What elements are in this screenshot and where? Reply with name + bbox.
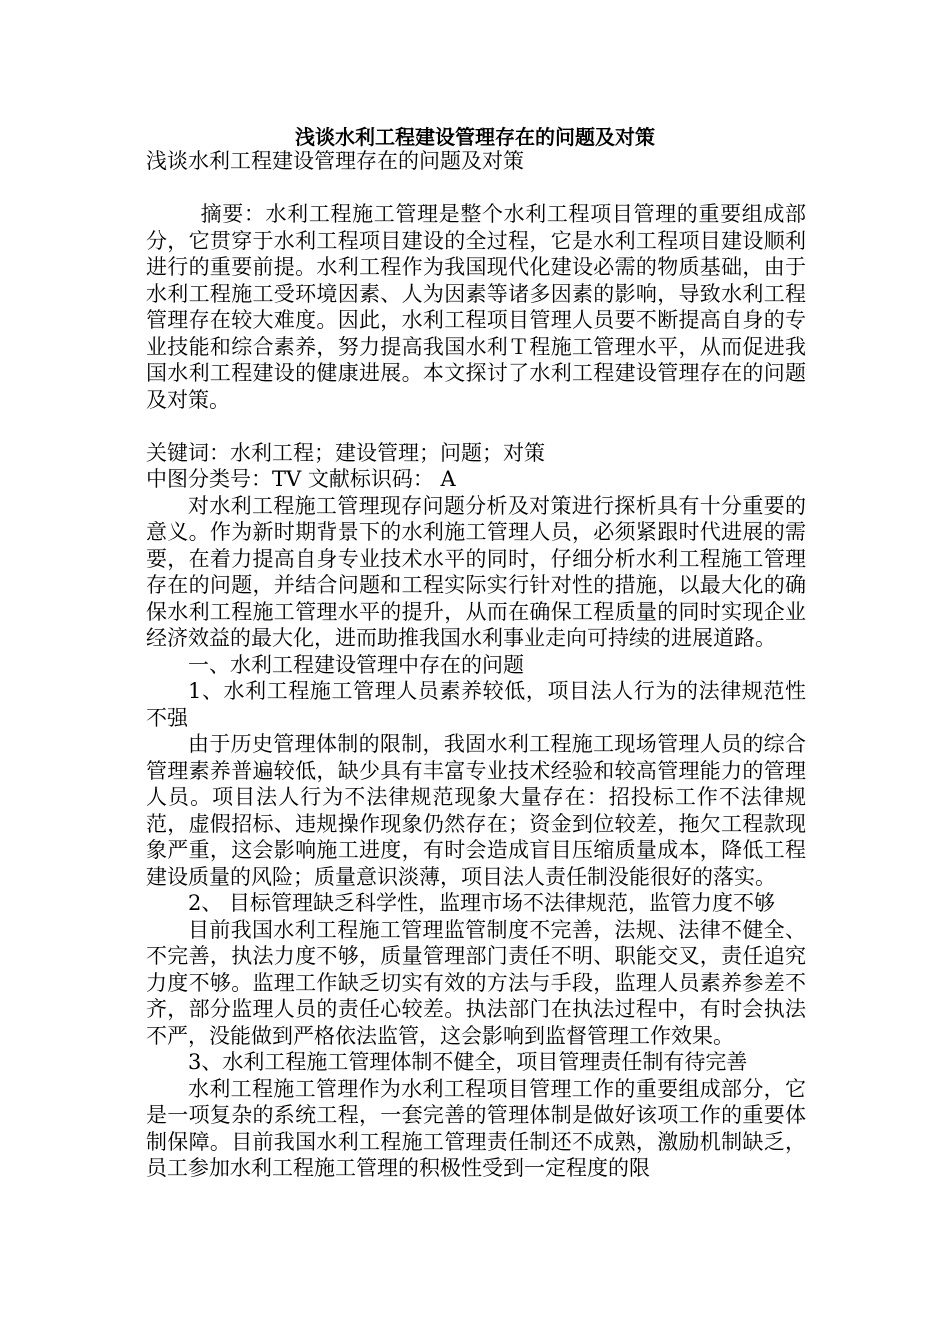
item3-paragraph: 水利工程施工管理作为水利工程项目管理工作的重要组成部分，它是一项复杂的系统工程，一套完善的管理体制是做好该项工作的重要体制保障。目前我国水利工程施工管理责任制还不成熟，激励机制缺乏，员工参加水利工程施工管理的积极性受到一定程度的限 [146,1076,806,1180]
item2-paragraph: 目前我国水利工程施工管理监管制度不完善，法规、法律不健全、不完善，执法力度不够，质量管理部门责任不明、职能交叉，责任追究力度不够。监理工作缺乏切实有效的方法与手段，监理人员素养参差不齐，部分监理人员的责任心较差。执法部门在执法过程中，有时会执法不严，没能做到严格依法监管，这会影响到监督管理工作效果。 [146,917,806,1048]
item1-paragraph: 由于历史管理体制的限制，我固水利工程施工现场管理人员的综合管理素养普遍较低，缺少具有丰富专业技术经验和较高管理能力的管理人员。项目法人行为不法律规范现象大量存在：招投标工作不法律规范，虚假招标、违规操作现象仍然存在；资金到位较差，拖欠工程款现象严重，这会影响施工进度，有时会造成盲目压缩质量成本，降低工程建设质量的风险；质量意识淡薄，项目法人责任制没能很好的落实。 [146,732,806,889]
abstract-paragraph: 摘要：水利工程施工管理是整个水利工程项目管理的重要组成部分，它贯穿于水利工程项目建设的全过程，它是水利工程项目建设顺利进行的重要前提。水利工程作为我国现代化建设必需的物质基础，由于水利工程施工受环境因素、人为因素等诸多因素的影响，导致水利工程管理存在较大难度。因此，水利工程项目管理人员要不断提高自身的专业技能和综合素养，努力提高我国水利Ｔ程施工管理水平，从而促进我国水利工程建设的健康进展。本文探讨了水利工程建设管理存在的问题及对策。 [146,202,806,412]
item2-heading: 2、 目标管理缺乏科学性，监理市场不法律规范，监管力度不够 [188,891,776,915]
document-body [146,148,806,1182]
document-subtitle: 浅谈水利工程建设管理存在的问题及对策 [146,149,524,173]
item3-heading: 3、水利工程施工管理体制不健全，项目管理责任制有待完善 [188,1050,748,1074]
intro-paragraph: 对水利工程施工管理现存问题分析及对策进行探析具有十分重要的意义。作为新时期背景下的水利施工管理人员，必须紧跟时代进展的需要，在着力提高自身专业技术水平的同时，仔细分析水利工程施工管理存在的问题，并结合问题和工程实际实行针对性的措施，以最大化的确保水利工程施工管理水平的提升，从而在确保工程质量的同时实现企业经济效益的最大化，进而助推我国水利事业走向可持续的进展道路。 [146,493,806,650]
blank-line [146,175,806,202]
keywords-line: 关键词：水利工程；建设管理；问题；对策 [146,440,545,465]
document-title: 浅谈水利工程建设管理存在的问题及对策 [295,125,655,149]
section-heading: 一、水利工程建设管理中存在的问题 [188,652,524,677]
blank-line [146,413,806,440]
classification-line: 中图分类号：TV 文献标识码： A [146,467,456,491]
item1-heading: 1、水利工程施工管理人员素养较低，项目法人行为的法律规范性不强 [146,679,806,730]
